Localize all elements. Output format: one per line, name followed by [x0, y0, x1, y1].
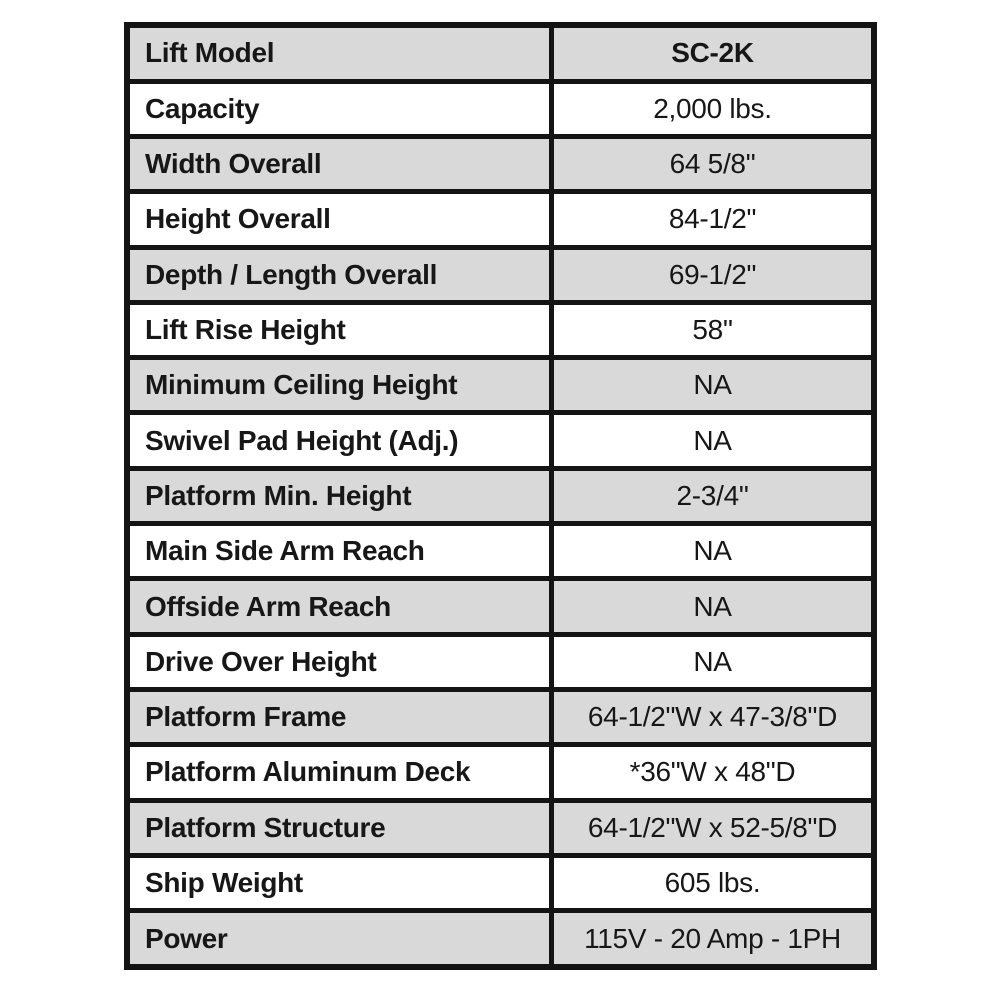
- spec-label: Platform Structure: [127, 800, 552, 855]
- spec-label: Swivel Pad Height (Adj.): [127, 413, 552, 468]
- spec-label: Main Side Arm Reach: [127, 524, 552, 579]
- spec-value: 64 5/8": [552, 136, 875, 191]
- table-row: [127, 800, 874, 855]
- table-row: [127, 302, 874, 357]
- spec-label: Ship Weight: [127, 855, 552, 910]
- spec-value: NA: [552, 358, 875, 413]
- spec-label: Platform Aluminum Deck: [127, 745, 552, 800]
- spec-value: NA: [552, 579, 875, 634]
- spec-label: Platform Min. Height: [127, 468, 552, 523]
- spec-label: Drive Over Height: [127, 634, 552, 689]
- table-row: [127, 192, 874, 247]
- spec-value: 69-1/2": [552, 247, 875, 302]
- spec-label: Capacity: [127, 81, 552, 136]
- spec-label: Width Overall: [127, 136, 552, 191]
- table-row: [127, 690, 874, 745]
- spec-value: NA: [552, 413, 875, 468]
- table-row: [127, 81, 874, 136]
- spec-value: *36"W x 48"D: [552, 745, 875, 800]
- table-row: [127, 358, 874, 413]
- spec-value: 605 lbs.: [552, 855, 875, 910]
- spec-value: 64-1/2"W x 47-3/8"D: [552, 690, 875, 745]
- spec-label: Minimum Ceiling Height: [127, 358, 552, 413]
- table-row: [127, 855, 874, 910]
- table-row: [127, 413, 874, 468]
- spec-label: Lift Rise Height: [127, 302, 552, 357]
- table-row: [127, 579, 874, 634]
- spec-value: 2-3/4": [552, 468, 875, 523]
- spec-label: Platform Frame: [127, 690, 552, 745]
- spec-label: Height Overall: [127, 192, 552, 247]
- spec-value: 58": [552, 302, 875, 357]
- spec-value: 2,000 lbs.: [552, 81, 875, 136]
- table-row: [127, 136, 874, 191]
- spec-label: Offside Arm Reach: [127, 579, 552, 634]
- spec-value: NA: [552, 634, 875, 689]
- spec-value: 84-1/2": [552, 192, 875, 247]
- table-row: [127, 634, 874, 689]
- table-row: [127, 468, 874, 523]
- spec-table-body: [127, 25, 874, 967]
- table-row: [127, 247, 874, 302]
- table-row: [127, 911, 874, 967]
- spec-value: SC-2K: [552, 25, 875, 81]
- spec-value: 64-1/2"W x 52-5/8"D: [552, 800, 875, 855]
- table-row: [127, 745, 874, 800]
- table-row: [127, 25, 874, 81]
- table-row: [127, 524, 874, 579]
- spec-label: Lift Model: [127, 25, 552, 81]
- lift-specification-table: [124, 22, 877, 970]
- spec-label: Depth / Length Overall: [127, 247, 552, 302]
- spec-value: 115V - 20 Amp - 1PH: [552, 911, 875, 967]
- spec-label: Power: [127, 911, 552, 967]
- spec-value: NA: [552, 524, 875, 579]
